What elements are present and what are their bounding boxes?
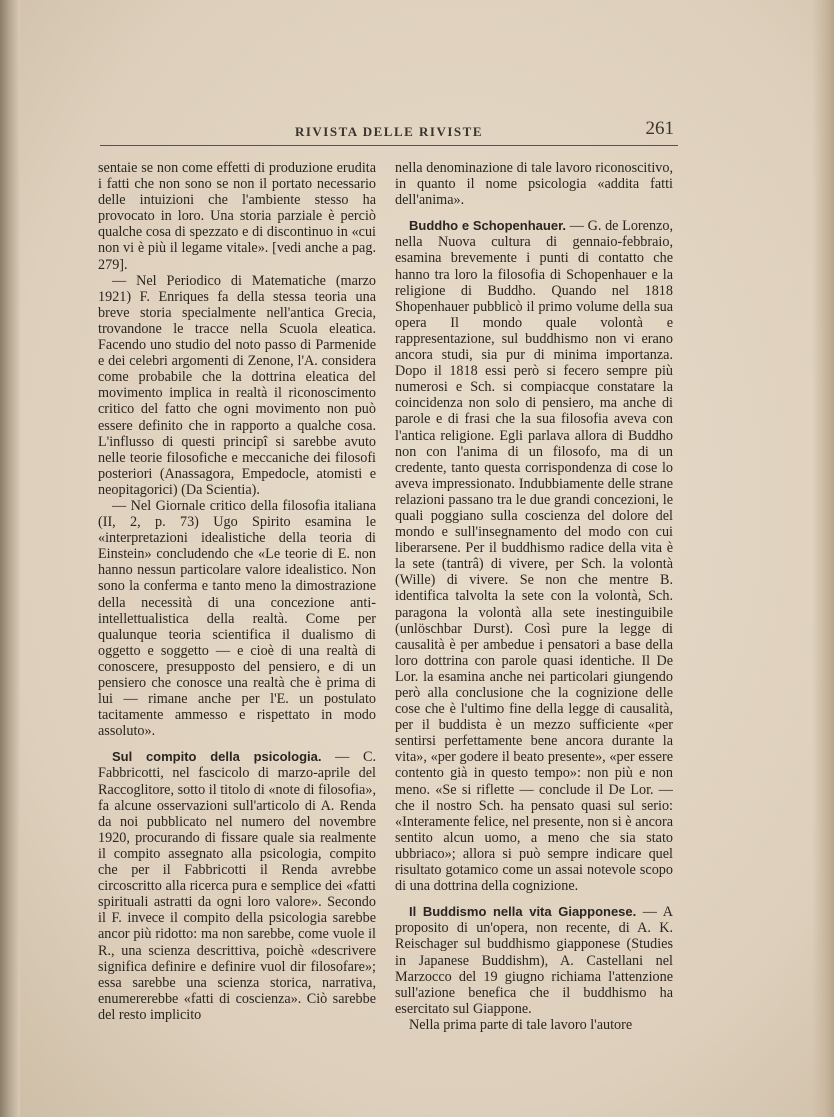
paragraph: Nella prima parte di tale lavoro l'autore [409, 1016, 633, 1033]
left-column [98, 160, 376, 1023]
section-paragraph [98, 749, 376, 1023]
section-heading: Il Buddismo nella vita Giapponese. [409, 904, 637, 920]
section-heading: Sul compito della psicologia. [112, 749, 322, 765]
paragraph: nella denominazione di tale lavoro riconoscitivo, in quanto il nome psicologia «addita fatti dell'anima». [395, 160, 673, 209]
right-column [395, 160, 673, 1033]
paragraph: — Nel Periodico di Matematiche (marzo 1921) F. Enriques fa della stessa teoria una breve storia specialmente nell'antica Grecia, trovandone le tracce nella Scuola eleatica. Facendo uno studio del noto passo di Parmenide e dei celebri argomenti di Zenone, l'A. considera come probabile che la dottrina eleatica del movimento implica in realtà il riconoscimento critico del fatto che ogni movimento non può essere definito che in rapporto a qualche cosa. L'influsso di questi principî si sarebbe avuto nelle teorie filosofiche e meccaniche dei filosofi posteriori (Anassagora, Empedocle, atomisti e neopitagorici) (Da Scientia). [98, 272, 376, 498]
paragraph: sentaie se non come effetti di produzione erudita i fatti che non sono se non il portato necessario delle intuizioni che l'ambiente stesso ha provocato in loro. Una storia parziale è perciò qualche cosa di spezzato e di discontinuo in «cui non vi è più il legame vitale». [vedi anche a pag. 279]. [98, 160, 376, 273]
section-paragraph [395, 904, 673, 1017]
page-edge [812, 0, 834, 1117]
section-body: — C. Fabbricotti, nel fascicolo di marzo-aprile del Raccoglitore, sotto il titolo di «note di filosofia», fa alcune osservazioni sull'articolo di A. Renda da noi pubblicato nel numero del novembre 1920, procurando di fissare quale sia realmente il compito assegnato alla psicologia, compito che per il Fabbricotti il Renda avrebbe circoscritto alla ricerca pura e semplice dei «fatti spirituali astratti da ogni loro valore». Secondo il F. invece il compito della psicologia sarebbe ancor più ridotto: ma non sarebbe, come vuole il R., una scienza descrittiva, poichè «descrivere significa definire e definire vuol dir filosofare»; essa sarebbe una scienza storica, narrativa, enumererebbe «fatti di coscienza». Ciò sarebbe del resto implicito [98, 749, 377, 1023]
paragraph: — Nel Giornale critico della filosofia italiana (II, 2, p. 73) Ugo Spirito esamina le «interpretazioni idealistiche della teoria di Einstein» concludendo che «Le teorie di E. non hanno nessun particolare valore idealistico. Non sono la conferma e tanto meno la dimostrazione della necessità di una concezione anti-intellettualistica della realtà. Come per qualunque teoria scientifica il dualismo di oggetto e soggetto — e cioè di una realtà di conoscere, presupposto del pensiero, e di un pensiero che conosce una realtà che è prima di lui — rimane anche per l'E. un postulato tacitamente ammesso e rispettato in modo assoluto». [98, 497, 376, 740]
page-number: 261 [645, 118, 674, 139]
section-heading: Buddho e Schopenhauer. [409, 218, 567, 234]
book-spine-shadow [0, 0, 20, 1117]
section-body: — A proposito di un'opera, non recente, di A. K. Reischager sul buddhismo giapponese (Studies in Japanese Buddishm), A. Castellani nel Marzocco del 19 giugno richiama l'attenzione sull'azione benefica che il buddhismo ha esercitato sul Giappone. [395, 904, 673, 1017]
header-rule [100, 145, 678, 146]
section-paragraph [395, 218, 673, 894]
section-body: — G. de Lorenzo, nella Nuova cultura di gennaio-febbraio, esamina brevemente i punti di contatto che hanno tra loro la filosofia di Schopenhauer e la religione di Buddho. Quando nel 1818 Shopenhauer pubblicò il primo volume della sua opera Il mondo quale volontà e rappresentazione, sul buddhismo non vi erano ancora studi, sia pur di minima importanza. Dopo il 1818 essi però si fecero sempre più numerosi e Sch. si compiacque constatare la coincidenza non solo di pensiero, ma anche di parole e di frasi che la sua filosofia aveva con l'antica religione. Egli parlava allora di Buddho non con l'anima di un filosofo, ma di un credente, tanto questa corrispondenza di cose lo aveva impressionato. Indubbiamente delle strane relazioni passano tra le due grandi concezioni, le quali poggiano sulla coscienza del dolore del mondo e sull'insegnamento del modo con cui liberarsene. Per il buddhismo radice della vita è la sete (tantrâ) di vivere, per Sch. la volontà (Wille) di vivere. Se non che mentre B. identifica talvolta la sete con la volontà, Sch. paragona la volontà alla sete inestinguibile (unlöschbar Durst). Così pure la legge di causalità è per ambedue i pensatori a base della loro dottrina con parole quasi identiche. Il De Lor. la esamina anche nei particolari giungendo però alla conclusione che la cognizione delle cose che è l'ultimo fine della legge di causalità, per il buddista è un mezzo sufficiente «per sentirsi perfettamente bene ancora durante la vita», «per godere il beato presente», «per essere contento già in questo tempo»: non più e non meno. «Se si riflette — conclude il De Lor. — che il nostro Sch. ha pensato quasi sul serio: «Interamente felice, nel presente, non si è ancora sentito alcun uomo, a meno che sia stato ubbriaco»; allora si può sempre indicare quel risultato gotamico come un assai notevole scopo di una dottrina della cognizione. [395, 218, 673, 895]
running-header [100, 118, 678, 148]
running-title: RIVISTA DELLE RIVISTE [294, 124, 484, 139]
